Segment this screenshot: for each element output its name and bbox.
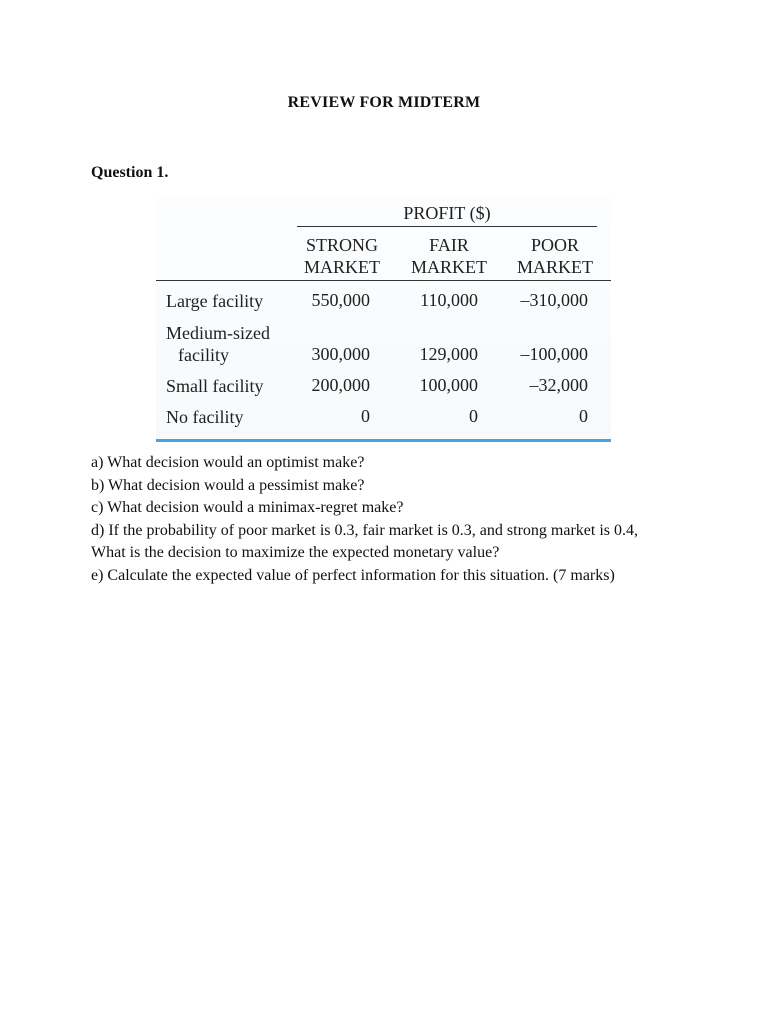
column-header-fair <box>405 234 493 278</box>
column-header-strong <box>297 234 387 278</box>
super-header-rule <box>297 226 597 227</box>
column-header-line: MARKET <box>304 257 380 277</box>
column-header-line: POOR <box>530 235 579 255</box>
row-label-continued: facility <box>178 345 229 365</box>
table-cell: –310,000 <box>520 290 588 310</box>
column-header-line: MARKET <box>411 257 487 277</box>
table-cell: 110,000 <box>420 290 478 310</box>
table-cell: –100,000 <box>520 344 588 364</box>
table-cell: 0 <box>469 406 478 426</box>
question-item: b) What decision would a pessimist make? <box>91 476 365 494</box>
page-title: REVIEW FOR MIDTERM <box>287 94 481 111</box>
column-header-line: MARKET <box>517 257 593 277</box>
question-item: e) Calculate the expected value of perfect information for this situation. (7 marks) <box>91 566 615 584</box>
question-item: d) If the probability of poor market is 0.3, fair market is 0.3, and strong market is 0.4, What is the decision to maximize the expected monetary value? <box>91 521 638 561</box>
table-cell: –32,000 <box>529 375 588 395</box>
row-label: Small facility <box>166 376 264 396</box>
table-cell: 100,000 <box>419 375 478 395</box>
column-header-line: STRONG <box>305 235 378 255</box>
table-super-header: PROFIT ($) <box>403 203 491 223</box>
column-header-poor <box>509 234 601 278</box>
question-item: a) What decision would an optimist make? <box>91 454 365 471</box>
question-item: c) What decision would a minimax-regret make? <box>91 499 404 516</box>
row-label: Large facility <box>166 291 264 311</box>
table-cell: 200,000 <box>311 375 370 395</box>
profit-table <box>156 196 611 442</box>
column-header-line: FAIR <box>429 235 469 255</box>
question-heading: Question 1. <box>91 164 169 181</box>
table-cell: 550,000 <box>311 290 370 310</box>
table-cell: 0 <box>579 406 588 426</box>
table-cell: 300,000 <box>311 344 370 364</box>
row-label: Medium-sized <box>166 323 270 343</box>
question-list <box>91 452 671 587</box>
header-rule <box>156 280 611 281</box>
table-cell: 129,000 <box>419 344 478 364</box>
table-cell: 0 <box>361 406 370 426</box>
row-label: No facility <box>166 407 244 427</box>
